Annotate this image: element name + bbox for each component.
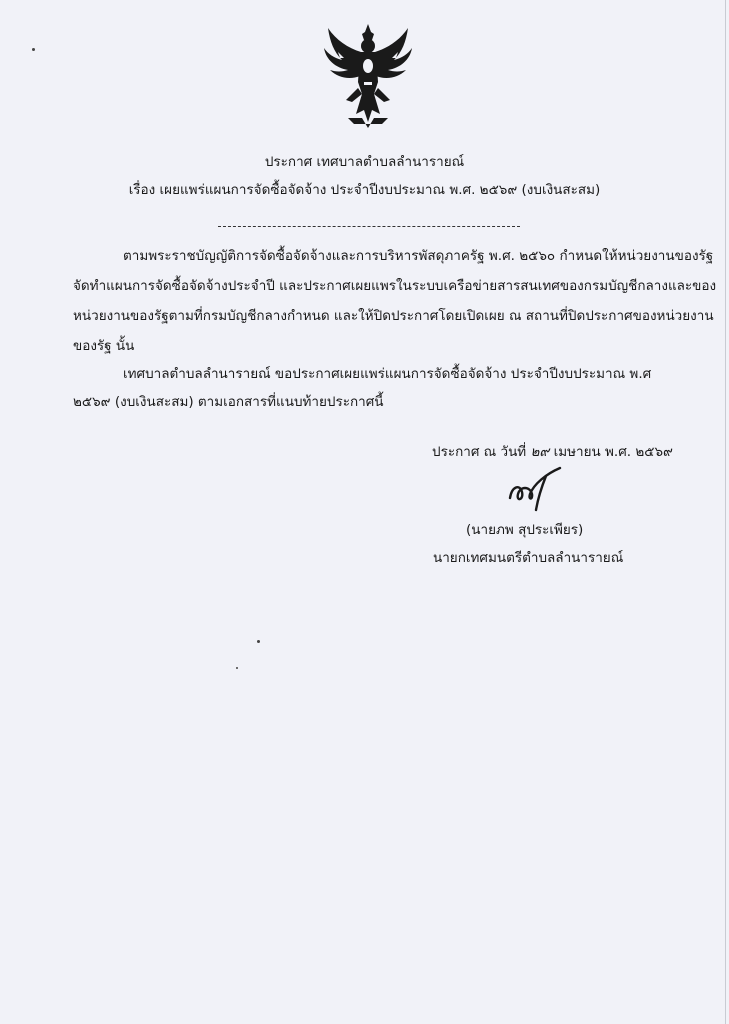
announcement-subject: เรื่อง เผยแพร่แผนการจัดซื้อจัดจ้าง ประจำปีงบประมาณ พ.ศ. ๒๕๖๙ (งบเงินสะสม)	[128, 182, 601, 198]
date-suffix: เมษายน พ.ศ. ๒๕๖๙	[553, 444, 673, 460]
signer-position: นายกเทศมนตรีตำบลลำนารายณ์	[433, 550, 624, 566]
date-prefix: ประกาศ ณ วันที่	[432, 444, 527, 460]
signer-name: (นายภพ สุประเพียร)	[466, 522, 584, 538]
scan-speck	[236, 667, 238, 669]
scan-speck	[32, 48, 35, 51]
announcement-date	[432, 440, 673, 462]
paragraph2-line2: ๒๕๖๙ (งบเงินสะสม) ตามเอกสารที่แนบท้ายประกาศนี้	[73, 394, 384, 410]
signature-icon	[506, 464, 566, 514]
paragraph2-line1: เทศบาลตำบลลำนารายณ์ ขอประกาศเผยแพร่แผนการจัดซื้อจัดจ้าง ประจำปีงบประมาณ พ.ศ	[123, 366, 652, 382]
garuda-emblem-icon	[318, 22, 418, 130]
paragraph1-line2: จัดทำแผนการจัดซื้อจัดจ้างประจำปี และประกาศเผยแพรในระบบเครือข่ายสารสนเทศของกรมบัญชีกลางและของ	[73, 278, 717, 294]
paragraph1-line4: ของรัฐ นั้น	[73, 338, 135, 354]
dashed-divider	[218, 226, 520, 227]
date-day: ๒๙	[530, 444, 550, 460]
paragraph1-line1: ตามพระราชบัญญัติการจัดซื้อจัดจ้างและการบริหารพัสดุภาครัฐ พ.ศ. ๒๕๖๐ กำหนดให้หน่วยงานของรัฐ	[123, 248, 714, 264]
announcement-title: ประกาศ เทศบาลตำบลลำนารายณ์	[264, 154, 465, 170]
scan-speck	[257, 640, 260, 643]
paragraph1-line3: หน่วยงานของรัฐตามที่กรมบัญชีกลางกำหนด และให้ปิดประกาศโดยเปิดเผย ณ สถานที่ปิดประกาศของหน่วยงาน	[73, 308, 714, 324]
